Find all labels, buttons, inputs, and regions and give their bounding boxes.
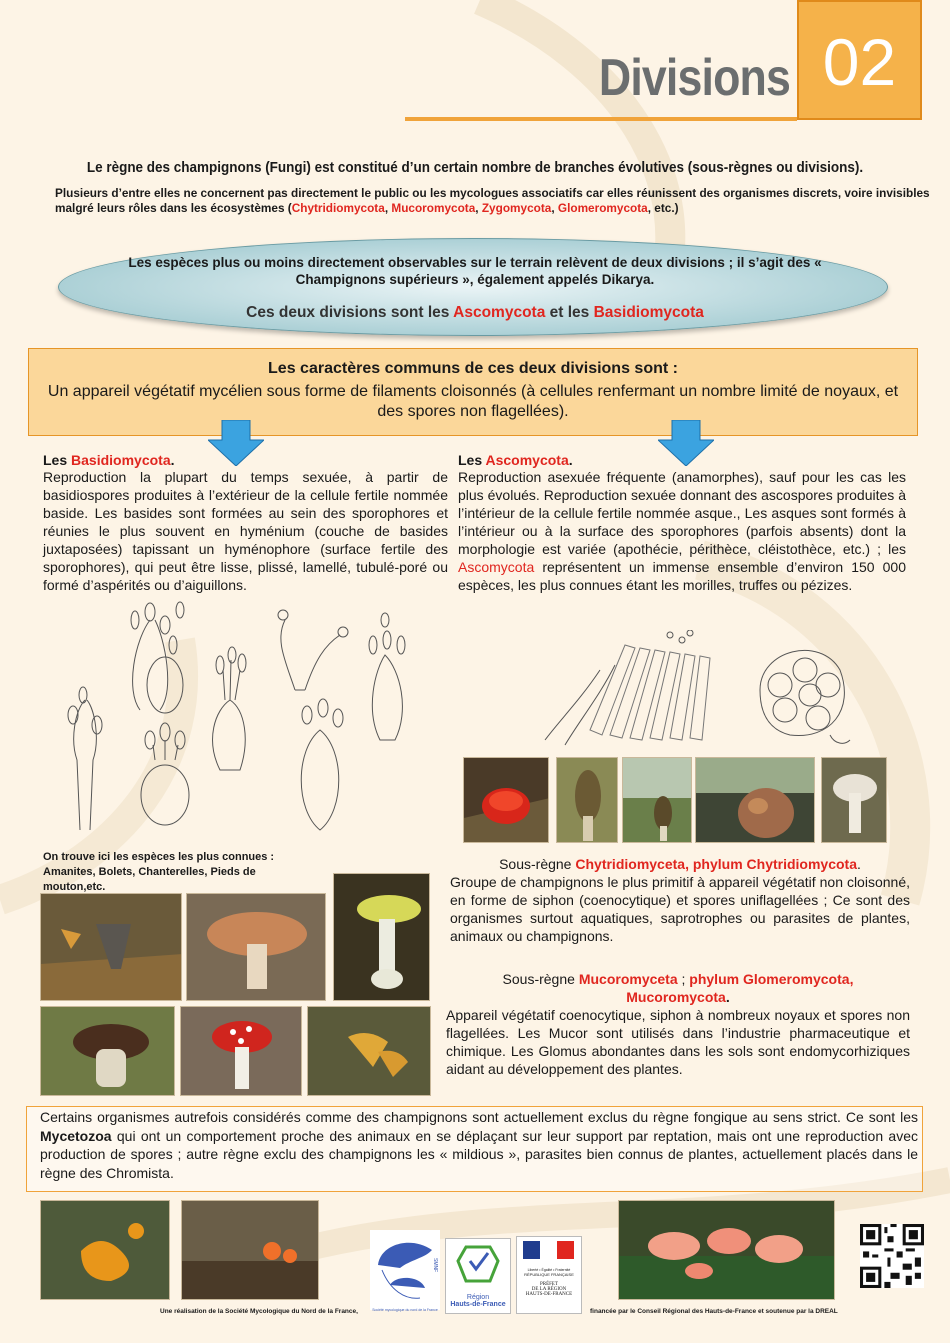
credit-left: Une réalisation de la Société Mycologique du Nord de la France, bbox=[160, 1308, 358, 1315]
term-mucoromycota: Mucoromycota bbox=[391, 201, 476, 215]
term-zygomycota: Zygomycota bbox=[481, 201, 552, 215]
intro-paragraph: Plusieurs d’entre elles ne concernent pas directement le public ou les mycologues associatifs car elles réunissent des organismes discrets, voire invisibles malgré leurs rôles dans les écosystèmes (Chytridiomycota, Mucoromycota, Zygomycota, Glomeromycota, etc.) bbox=[55, 186, 930, 215]
page-title: Divisions bbox=[598, 49, 790, 107]
smnf-logo-text: SMNF bbox=[432, 1258, 438, 1273]
photo-morel-field bbox=[622, 757, 692, 843]
region-logo bbox=[445, 1238, 511, 1314]
asci-illustration bbox=[530, 630, 860, 755]
mucoromyceta-body: Appareil végétatif coenocytique, siphon à nombreux noyaux et spores non flagellées. Les Mucor sont utilisés dans l’industrie pharmaceutique et chimique. Les Glomus abondantes dans les sols sont endomycorhiziques aidant au développement des plantes. bbox=[446, 1007, 910, 1077]
smnf-logo bbox=[370, 1230, 440, 1310]
known-species-caption: On trouve ici les espèces les plus connues : Amanites, Bolets, Chanterelles, Pieds de mouton,etc. bbox=[43, 851, 275, 893]
common-characters-title: Les caractères communs de ces deux divisions sont : bbox=[268, 360, 678, 377]
prefet-line-1: PRÉFET bbox=[539, 1282, 559, 1287]
dikarya-text: Les espèces plus ou moins directement observables sur le terrain relèvent de deux divisions ; il s’agit des « Champignons supérieurs », également appelés Dikarya. bbox=[128, 255, 822, 287]
photo-amanita-muscaria bbox=[180, 1006, 302, 1096]
photo-helvella bbox=[821, 757, 887, 843]
prefet-republic: RÉPUBLIQUE FRANÇAISE bbox=[524, 1272, 574, 1277]
basidia-illustration bbox=[55, 600, 435, 845]
dikarya-divisions: Ces deux divisions sont les Ascomycota et les Basidiomycota bbox=[246, 304, 704, 321]
chytridiomyceta-body: Groupe de champignons le plus primitif à appareil végétatif non cloisonné, en forme de siphon (coenocytique) et spores uniflagellées ; Ce sont des organismes surtout aquatiques, saprotrophes ou parasites de plantes, animaux ou champignons. bbox=[450, 874, 910, 944]
prefet-line-2: DE LA RÉGION bbox=[531, 1287, 567, 1292]
ascomycota-heading: Les Ascomycota. bbox=[458, 452, 573, 468]
prefet-motto: Liberté • Égalité • Fraternité bbox=[527, 1268, 571, 1272]
term-glomeromycota: Glomeromycota bbox=[557, 201, 648, 215]
smnf-logo-caption: Société mycologique du nord de la France bbox=[372, 1308, 438, 1312]
excluded-organisms-text: Certains organismes autrefois considérés comme des champignons sont actuellement exclus du règne fongique au sens strict. Ce sont les Mycetozoa qui ont un comportement proche des animaux en se déplaçant sur leur support par reptation, mais ont une reproduction avec production de spores ; autre règne exclu des champignons les « mildious », parasites bien connus de plantes, actuellement placés dans le règne des Chromista. bbox=[40, 1109, 918, 1181]
chytridiomyceta-heading: Sous-règne Chytridiomyceta, phylum Chytridiomycota. bbox=[499, 856, 861, 872]
ascomycota-body: Reproduction asexuée fréquente (anamorphes), sauf pour les cas les plus évolués. Reproduction sexuée donnant des ascospores produites à l’intérieur de la cellule fertile nommée asque., Les asques sont formés à l’intérieur ou à la surface des sporophores (parfois absents) dont la morphologie est variée (apothécie, périthèce, cléistothèce, etc.) ; les Ascomycota représentent un immense ensemble d’environ 150 000 espèces, les plus connues étant les morilles, truffes ou pézizes. bbox=[458, 469, 906, 593]
photo-pied-de-mouton bbox=[186, 893, 326, 1001]
term-chytridiomycota: Chytridiomycota bbox=[291, 201, 385, 215]
region-logo-label-2: Hauts-de-France bbox=[450, 1301, 506, 1308]
mucoromyceta-heading: Sous-règne Mucoromyceta ; phylum Glomeromycota, Mucoromycota. bbox=[502, 971, 854, 1005]
mucoromyceta-section bbox=[446, 970, 910, 1078]
photo-amanite bbox=[333, 873, 430, 1001]
photo-bolet bbox=[40, 1006, 175, 1096]
photo-scarlet-cup bbox=[463, 757, 549, 843]
common-characters-body: Un appareil végétatif mycélien sous forme de filaments cloisonnés (à cellules renfermant un nombre limité de noyaux, et des spores non flagellées). bbox=[47, 383, 899, 420]
photo-chanterelle bbox=[307, 1006, 431, 1096]
section-number: 02 bbox=[797, 0, 922, 120]
photo-morel bbox=[556, 757, 618, 843]
qr-code[interactable] bbox=[860, 1222, 924, 1290]
basidiomycota-body: Reproduction la plupart du temps sexuée, à partir de basidiospores produites à l’extérieur de la cellule fertile nommée baside. Les basides sont formées au sein des sporophores et réunies le plus souvent en hyménium (couche de basides juxtaposées) tapissant un hyménophore (surface fertile des sporophores), qui peut être lisse, plissé, lamellé, tubulé-poré ou formé d’aspérités ou d’aiguillons. bbox=[43, 469, 448, 593]
photo-false-morel bbox=[695, 757, 815, 843]
title-underline bbox=[405, 117, 797, 121]
basidiomycota-heading: Les Basidiomycota. bbox=[43, 452, 175, 468]
photo-chanterelle-horn bbox=[40, 893, 182, 1001]
prefet-logo bbox=[516, 1236, 582, 1314]
photo-orange-cups bbox=[618, 1200, 835, 1300]
region-map-icon bbox=[446, 1239, 510, 1289]
prefet-line-3: HAUTS-DE-FRANCE bbox=[525, 1292, 573, 1297]
region-logo-label-1: Région bbox=[466, 1294, 490, 1301]
chytridiomyceta-section bbox=[450, 855, 910, 945]
credit-right: financée par le Conseil Régional des Hauts-de-France et soutenue par la DREAL bbox=[590, 1308, 838, 1315]
intro-heading: Le règne des champignons (Fungi) est constitué d’un certain nombre de branches évolutives (sous-règnes ou divisions). bbox=[86, 160, 864, 176]
marianne-flag-icon bbox=[517, 1237, 581, 1263]
basidiomycota-section bbox=[43, 452, 448, 594]
photo-mycetozoa-orange bbox=[40, 1200, 170, 1300]
ascomycota-section bbox=[458, 452, 906, 594]
photo-mycetozoa-cups bbox=[181, 1200, 319, 1300]
